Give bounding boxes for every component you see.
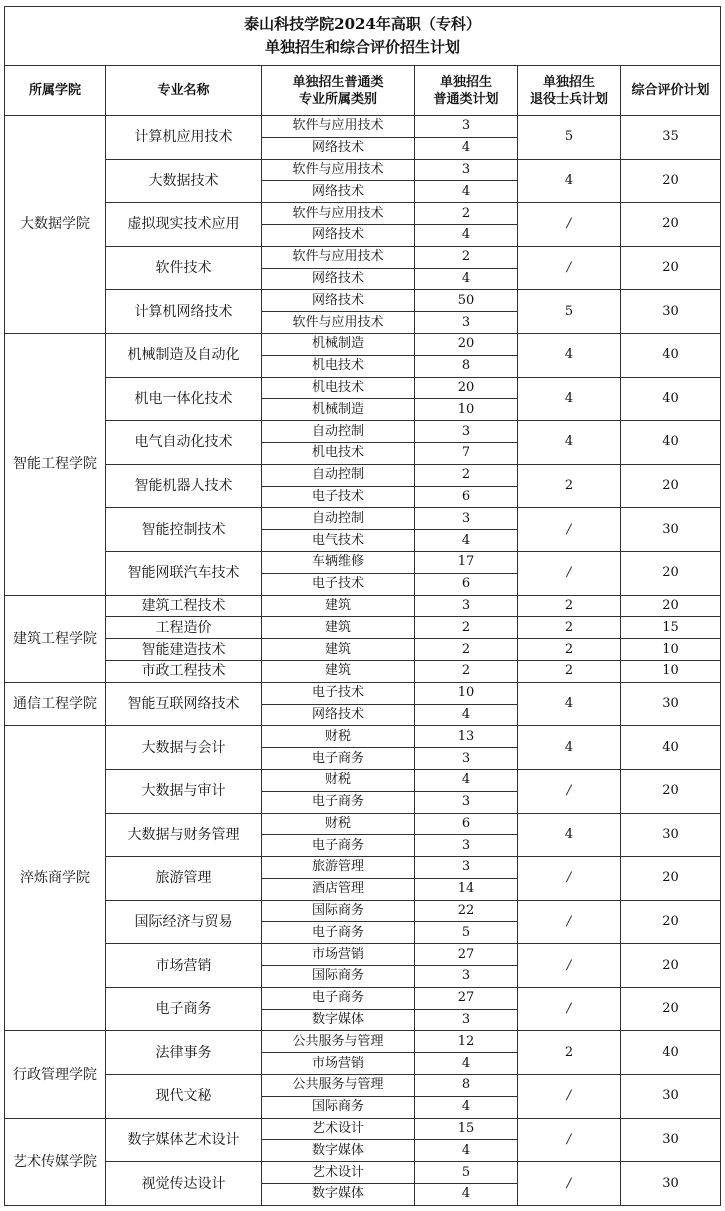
major-name-cell: 计算机网络技术 <box>106 290 262 334</box>
category-cell: 网络技术 <box>262 704 415 726</box>
table-row <box>5 617 721 639</box>
normal-plan-cell: 13 <box>415 726 518 748</box>
veteran-plan-cell: / <box>518 508 621 552</box>
header-college: 所属学院 <box>5 66 106 116</box>
table-row <box>5 464 721 486</box>
table-row <box>5 900 721 922</box>
category-cell: 机电技术 <box>262 377 415 399</box>
table-row <box>5 377 721 399</box>
normal-plan-cell: 3 <box>415 508 518 530</box>
normal-plan-cell: 27 <box>415 987 518 1009</box>
header-veteran-plan <box>518 66 621 116</box>
table-row <box>5 1075 721 1097</box>
header-category <box>262 66 415 116</box>
category-cell: 自动控制 <box>262 421 415 443</box>
comprehensive-plan-cell: 15 <box>621 617 721 639</box>
college-name-cell: 艺术传媒学院 <box>5 1118 106 1205</box>
comprehensive-plan-cell: 30 <box>621 1162 721 1206</box>
normal-plan-cell: 5 <box>415 1162 518 1184</box>
table-row <box>5 769 721 791</box>
normal-plan-cell: 2 <box>415 617 518 639</box>
category-cell: 数字媒体 <box>262 1184 415 1206</box>
major-name-cell: 建筑工程技术 <box>106 595 262 617</box>
table-row <box>5 1031 721 1053</box>
comprehensive-plan-cell: 40 <box>621 421 721 465</box>
category-cell: 国际商务 <box>262 900 415 922</box>
header-category-line-2: 专业所属类别 <box>298 91 377 107</box>
major-name-cell: 视觉传达设计 <box>106 1162 262 1206</box>
category-cell: 数字媒体 <box>262 1009 415 1031</box>
comprehensive-plan-cell: 30 <box>621 290 721 334</box>
category-cell: 软件与应用技术 <box>262 159 415 181</box>
table-row <box>5 159 721 181</box>
header-category-line-1: 单独招生普通类 <box>292 74 384 90</box>
category-cell: 电气技术 <box>262 530 415 552</box>
category-cell: 电子商务 <box>262 791 415 813</box>
veteran-plan-cell: 4 <box>518 813 621 857</box>
major-name-cell: 软件技术 <box>106 246 262 290</box>
header-veteran-plan-line-2: 退役士兵计划 <box>529 91 608 107</box>
comprehensive-plan-cell: 20 <box>621 900 721 944</box>
college-name-cell: 行政管理学院 <box>5 1031 106 1118</box>
category-cell: 国际商务 <box>262 1096 415 1118</box>
category-cell: 网络技术 <box>262 137 415 159</box>
veteran-plan-cell: / <box>518 944 621 988</box>
major-name-cell: 数字媒体艺术设计 <box>106 1118 262 1162</box>
category-cell: 车辆维修 <box>262 551 415 573</box>
veteran-plan-cell: / <box>518 246 621 290</box>
veteran-plan-cell: 4 <box>518 377 621 421</box>
veteran-plan-cell: 4 <box>518 726 621 770</box>
normal-plan-cell: 3 <box>415 791 518 813</box>
category-cell: 财税 <box>262 769 415 791</box>
normal-plan-cell: 4 <box>415 530 518 552</box>
normal-plan-cell: 2 <box>415 203 518 225</box>
normal-plan-cell: 3 <box>415 1009 518 1031</box>
normal-plan-cell: 7 <box>415 442 518 464</box>
comprehensive-plan-cell: 30 <box>621 813 721 857</box>
veteran-plan-cell: / <box>518 900 621 944</box>
normal-plan-cell: 3 <box>415 595 518 617</box>
table-row <box>5 857 721 879</box>
veteran-plan-cell: 2 <box>518 617 621 639</box>
normal-plan-cell: 4 <box>415 181 518 203</box>
normal-plan-cell: 5 <box>415 922 518 944</box>
comprehensive-plan-cell: 10 <box>621 660 721 682</box>
veteran-plan-cell: 4 <box>518 159 621 203</box>
category-cell: 自动控制 <box>262 508 415 530</box>
veteran-plan-cell: / <box>518 551 621 595</box>
category-cell: 电子技术 <box>262 486 415 508</box>
category-cell: 软件与应用技术 <box>262 116 415 138</box>
normal-plan-cell: 4 <box>415 1184 518 1206</box>
veteran-plan-cell: / <box>518 857 621 901</box>
major-name-cell: 大数据与会计 <box>106 726 262 770</box>
veteran-plan-cell: 2 <box>518 1031 621 1075</box>
normal-plan-cell: 3 <box>415 835 518 857</box>
normal-plan-cell: 4 <box>415 268 518 290</box>
comprehensive-plan-cell: 35 <box>621 116 721 160</box>
college-name-cell: 通信工程学院 <box>5 682 106 726</box>
major-name-cell: 大数据技术 <box>106 159 262 203</box>
college-name-cell: 大数据学院 <box>5 116 106 334</box>
category-cell: 电子商务 <box>262 987 415 1009</box>
major-name-cell: 国际经济与贸易 <box>106 900 262 944</box>
comprehensive-plan-cell: 20 <box>621 159 721 203</box>
major-name-cell: 智能控制技术 <box>106 508 262 552</box>
normal-plan-cell: 3 <box>415 116 518 138</box>
category-cell: 艺术设计 <box>262 1118 415 1140</box>
table-row <box>5 595 721 617</box>
veteran-plan-cell: 4 <box>518 421 621 465</box>
comprehensive-plan-cell: 30 <box>621 682 721 726</box>
table-row <box>5 987 721 1009</box>
category-cell: 艺术设计 <box>262 1162 415 1184</box>
category-cell: 电子技术 <box>262 573 415 595</box>
category-cell: 公共服务与管理 <box>262 1075 415 1097</box>
category-cell: 网络技术 <box>262 224 415 246</box>
title-line-2: 单独招生和综合评价招生计划 <box>264 38 460 56</box>
normal-plan-cell: 3 <box>415 966 518 988</box>
normal-plan-cell: 4 <box>415 704 518 726</box>
table-row <box>5 1162 721 1184</box>
table-row <box>5 116 721 138</box>
normal-plan-cell: 6 <box>415 813 518 835</box>
normal-plan-cell: 2 <box>415 660 518 682</box>
major-name-cell: 旅游管理 <box>106 857 262 901</box>
category-cell: 电子商务 <box>262 922 415 944</box>
veteran-plan-cell: 2 <box>518 639 621 661</box>
normal-plan-cell: 4 <box>415 1096 518 1118</box>
header-major: 专业名称 <box>106 66 262 116</box>
comprehensive-plan-cell: 10 <box>621 639 721 661</box>
table-row <box>5 508 721 530</box>
table-row <box>5 1118 721 1140</box>
normal-plan-cell: 6 <box>415 486 518 508</box>
major-name-cell: 计算机应用技术 <box>106 116 262 160</box>
category-cell: 国际商务 <box>262 966 415 988</box>
comprehensive-plan-cell: 20 <box>621 464 721 508</box>
veteran-plan-cell: / <box>518 203 621 247</box>
category-cell: 建筑 <box>262 660 415 682</box>
comprehensive-plan-cell: 20 <box>621 769 721 813</box>
normal-plan-cell: 17 <box>415 551 518 573</box>
category-cell: 建筑 <box>262 595 415 617</box>
table-row <box>5 726 721 748</box>
comprehensive-plan-cell: 30 <box>621 1075 721 1119</box>
title-row <box>5 7 721 66</box>
college-name-cell: 建筑工程学院 <box>5 595 106 682</box>
table-row <box>5 203 721 225</box>
category-cell: 电子商务 <box>262 835 415 857</box>
college-name-cell: 智能工程学院 <box>5 333 106 595</box>
normal-plan-cell: 4 <box>415 137 518 159</box>
major-name-cell: 机械制造及自动化 <box>106 333 262 377</box>
table-row <box>5 421 721 443</box>
major-name-cell: 虚拟现实技术应用 <box>106 203 262 247</box>
table-row <box>5 660 721 682</box>
table-row <box>5 944 721 966</box>
category-cell: 数字媒体 <box>262 1140 415 1162</box>
normal-plan-cell: 15 <box>415 1118 518 1140</box>
document-page <box>4 6 721 1206</box>
table-row <box>5 639 721 661</box>
normal-plan-cell: 8 <box>415 1075 518 1097</box>
comprehensive-plan-cell: 30 <box>621 508 721 552</box>
veteran-plan-cell: / <box>518 1162 621 1206</box>
category-cell: 建筑 <box>262 639 415 661</box>
table-title <box>5 7 721 66</box>
table-row <box>5 813 721 835</box>
veteran-plan-cell: 2 <box>518 595 621 617</box>
normal-plan-cell: 50 <box>415 290 518 312</box>
normal-plan-cell: 12 <box>415 1031 518 1053</box>
comprehensive-plan-cell: 20 <box>621 203 721 247</box>
category-cell: 酒店管理 <box>262 878 415 900</box>
normal-plan-cell: 2 <box>415 464 518 486</box>
normal-plan-cell: 3 <box>415 421 518 443</box>
header-veteran-plan-line-1: 单独招生 <box>542 74 595 90</box>
category-cell: 软件与应用技术 <box>262 312 415 334</box>
category-cell: 电子商务 <box>262 748 415 770</box>
normal-plan-cell: 2 <box>415 639 518 661</box>
normal-plan-cell: 4 <box>415 224 518 246</box>
comprehensive-plan-cell: 40 <box>621 726 721 770</box>
table-row <box>5 682 721 704</box>
veteran-plan-cell: / <box>518 769 621 813</box>
comprehensive-plan-cell: 20 <box>621 246 721 290</box>
category-cell: 建筑 <box>262 617 415 639</box>
major-name-cell: 市政工程技术 <box>106 660 262 682</box>
normal-plan-cell: 14 <box>415 878 518 900</box>
title-line-1: 泰山科技学院2024年高职（专科） <box>244 15 481 33</box>
category-cell: 市场营销 <box>262 944 415 966</box>
comprehensive-plan-cell: 20 <box>621 551 721 595</box>
major-name-cell: 机电一体化技术 <box>106 377 262 421</box>
header-normal-plan <box>415 66 518 116</box>
normal-plan-cell: 3 <box>415 857 518 879</box>
normal-plan-cell: 4 <box>415 769 518 791</box>
normal-plan-cell: 8 <box>415 355 518 377</box>
normal-plan-cell: 6 <box>415 573 518 595</box>
normal-plan-cell: 2 <box>415 246 518 268</box>
veteran-plan-cell: 2 <box>518 660 621 682</box>
veteran-plan-cell: / <box>518 987 621 1031</box>
normal-plan-cell: 27 <box>415 944 518 966</box>
major-name-cell: 智能互联网络技术 <box>106 682 262 726</box>
table-row <box>5 551 721 573</box>
normal-plan-cell: 20 <box>415 377 518 399</box>
category-cell: 财税 <box>262 726 415 748</box>
veteran-plan-cell: 4 <box>518 682 621 726</box>
comprehensive-plan-cell: 20 <box>621 987 721 1031</box>
major-name-cell: 智能机器人技术 <box>106 464 262 508</box>
normal-plan-cell: 3 <box>415 159 518 181</box>
major-name-cell: 智能网联汽车技术 <box>106 551 262 595</box>
header-normal-plan-line-1: 单独招生 <box>439 74 492 90</box>
major-name-cell: 大数据与审计 <box>106 769 262 813</box>
normal-plan-cell: 22 <box>415 900 518 922</box>
enrollment-plan-table <box>4 6 721 1206</box>
category-cell: 软件与应用技术 <box>262 203 415 225</box>
major-name-cell: 电气自动化技术 <box>106 421 262 465</box>
major-name-cell: 电子商务 <box>106 987 262 1031</box>
category-cell: 公共服务与管理 <box>262 1031 415 1053</box>
comprehensive-plan-cell: 30 <box>621 1118 721 1162</box>
veteran-plan-cell: / <box>518 1118 621 1162</box>
veteran-plan-cell: 5 <box>518 290 621 334</box>
category-cell: 网络技术 <box>262 290 415 312</box>
category-cell: 电子技术 <box>262 682 415 704</box>
table-row <box>5 333 721 355</box>
comprehensive-plan-cell: 40 <box>621 377 721 421</box>
comprehensive-plan-cell: 20 <box>621 595 721 617</box>
comprehensive-plan-cell: 40 <box>621 1031 721 1075</box>
normal-plan-cell: 10 <box>415 399 518 421</box>
major-name-cell: 法律事务 <box>106 1031 262 1075</box>
category-cell: 网络技术 <box>262 268 415 290</box>
header-normal-plan-line-2: 普通类计划 <box>433 91 499 107</box>
category-cell: 市场营销 <box>262 1053 415 1075</box>
category-cell: 网络技术 <box>262 181 415 203</box>
veteran-plan-cell: 2 <box>518 464 621 508</box>
normal-plan-cell: 10 <box>415 682 518 704</box>
normal-plan-cell: 4 <box>415 1140 518 1162</box>
comprehensive-plan-cell: 20 <box>621 944 721 988</box>
major-name-cell: 智能建造技术 <box>106 639 262 661</box>
table-row <box>5 246 721 268</box>
category-cell: 旅游管理 <box>262 857 415 879</box>
comprehensive-plan-cell: 40 <box>621 333 721 377</box>
major-name-cell: 工程造价 <box>106 617 262 639</box>
header-comprehensive-plan: 综合评价计划 <box>621 66 721 116</box>
table-row <box>5 290 721 312</box>
major-name-cell: 市场营销 <box>106 944 262 988</box>
normal-plan-cell: 3 <box>415 748 518 770</box>
veteran-plan-cell: / <box>518 1075 621 1119</box>
category-cell: 机电技术 <box>262 442 415 464</box>
veteran-plan-cell: 5 <box>518 116 621 160</box>
category-cell: 自动控制 <box>262 464 415 486</box>
normal-plan-cell: 4 <box>415 1053 518 1075</box>
comprehensive-plan-cell: 20 <box>621 857 721 901</box>
college-name-cell: 淬炼商学院 <box>5 726 106 1031</box>
category-cell: 机械制造 <box>262 333 415 355</box>
category-cell: 软件与应用技术 <box>262 246 415 268</box>
table-body <box>5 116 721 1206</box>
category-cell: 财税 <box>262 813 415 835</box>
major-name-cell: 现代文秘 <box>106 1075 262 1119</box>
category-cell: 机电技术 <box>262 355 415 377</box>
header-row <box>5 66 721 116</box>
normal-plan-cell: 20 <box>415 333 518 355</box>
normal-plan-cell: 3 <box>415 312 518 334</box>
major-name-cell: 大数据与财务管理 <box>106 813 262 857</box>
veteran-plan-cell: 4 <box>518 333 621 377</box>
category-cell: 机械制造 <box>262 399 415 421</box>
